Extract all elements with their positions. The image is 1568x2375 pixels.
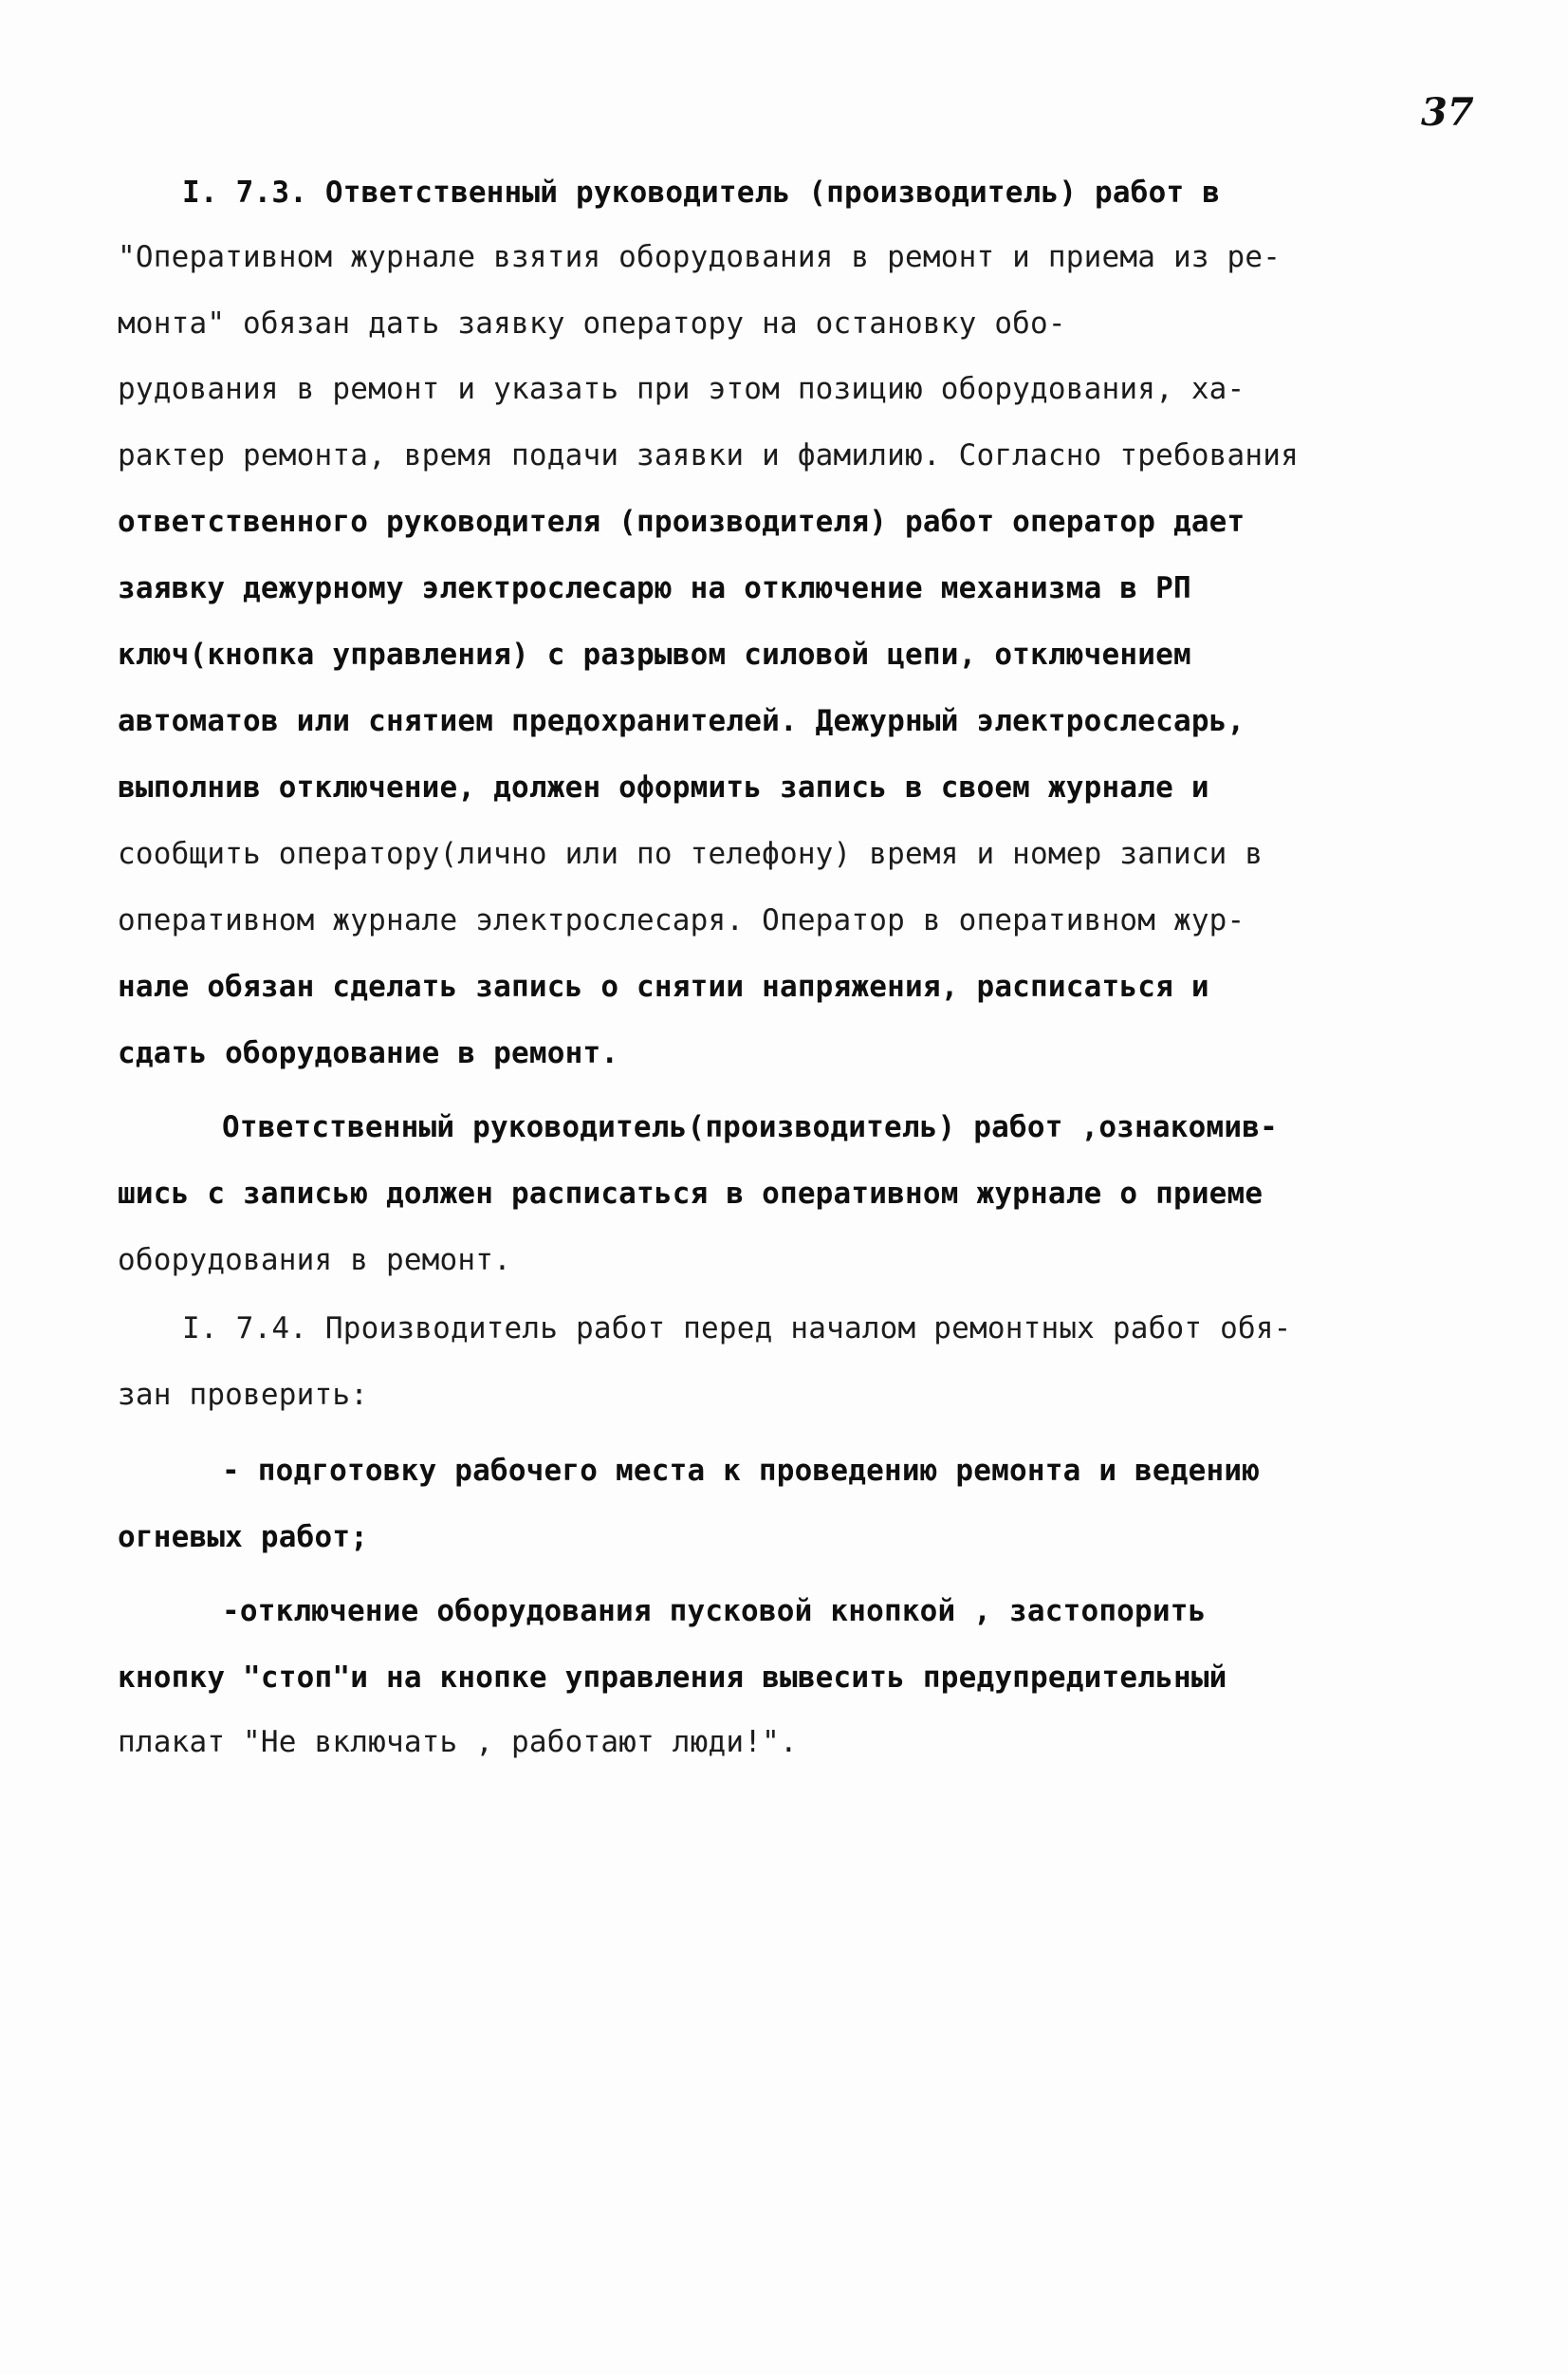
text-line: I. 7.3. Ответственный руководитель (производитель) работ в [182,176,1221,210]
text-line: оперативном журнале электрослесаря. Оператор в оперативном жур- [118,903,1245,937]
text-line: шись с записью должен расписаться в оперативном журнале о приеме [118,1177,1264,1211]
list-item-text: кнопку "стоп"и на кнопке управления вывесить предупредительный [118,1661,1227,1695]
text-line: монта" обязан дать заявку оператору на остановку обо- [118,306,1066,341]
text-line: Ответственный руководитель(производитель) работ ,ознакомив- [222,1110,1278,1144]
text-line: оборудования в ремонт. [118,1243,511,1277]
text-line: заявку дежурному электрослесарю на отключение механизма в РП [118,571,1191,605]
text-line: ответственного руководителя (производителя) работ оператор дает [118,505,1245,539]
text-line: I. 7.4. Производитель работ перед началом ремонтных работ обя- [182,1311,1292,1345]
text-line: сдать оборудование в ремонт. [118,1036,619,1070]
text-line: рактер ремонта, время подачи заявки и фамилию. Согласно требования [118,438,1299,473]
list-item-text: плакат "Не включать , работают люди!". [118,1725,798,1759]
text-line: сообщить оператору(лично или по телефону) время и номер записи в [118,837,1264,871]
text-line: выполнив отключение, должен оформить запись в своем журнале и [118,770,1209,805]
text-line: рудования в ремонт и указать при этом позицию оборудования, ха- [118,372,1245,406]
page-number: 37 [1421,90,1474,135]
text-line: автоматов или снятием предохранителей. Дежурный электрослесарь, [118,704,1245,738]
text-line: зан проверить: [118,1378,369,1412]
list-item-text: - подготовку рабочего места к проведению ремонта и ведению [222,1454,1261,1488]
text-line: "Оперативном журнале взятия оборудования в ремонт и приема из ре- [118,240,1282,274]
list-item-text: огневых работ; [118,1520,369,1554]
text-line: нале обязан сделать запись о снятии напряжения, расписаться и [118,970,1209,1004]
list-item-text: -отключение оборудования пусковой кнопкой , застопорить [222,1594,1207,1628]
text-line: ключ(кнопка управления) с разрывом силовой цепи, отключением [118,638,1191,672]
